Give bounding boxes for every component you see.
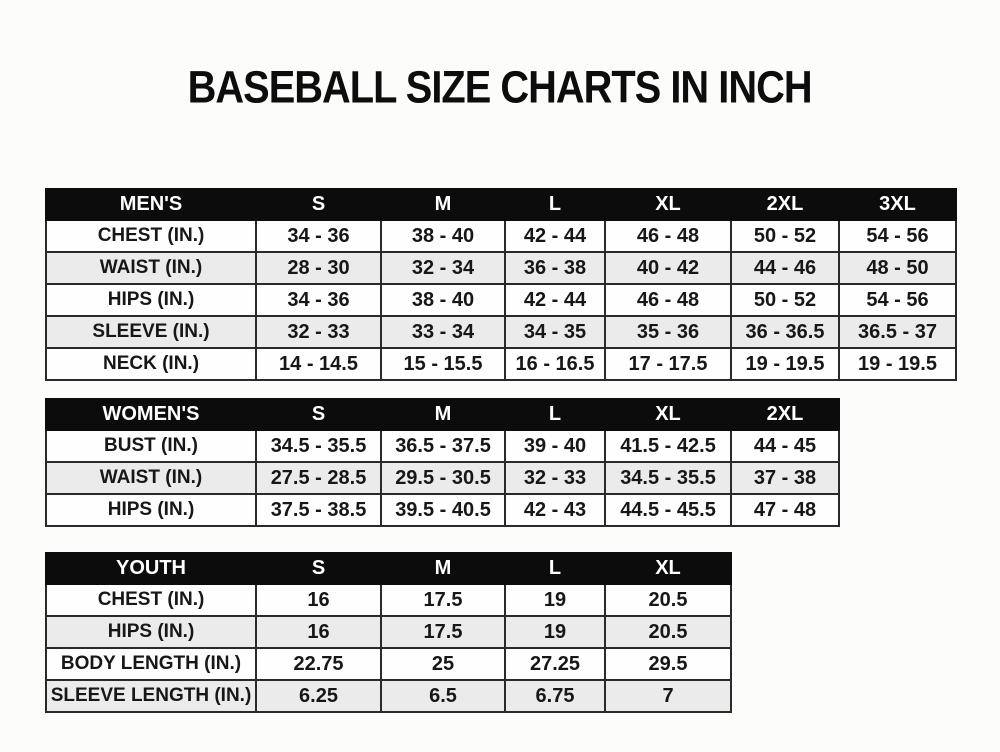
measurement-value-cell: 50 - 52 bbox=[731, 284, 839, 316]
table-row bbox=[46, 284, 956, 316]
measurement-value-cell: 41.5 - 42.5 bbox=[605, 430, 731, 462]
measurement-value-cell: 29.5 - 30.5 bbox=[381, 462, 505, 494]
measurement-value-cell: 42 - 44 bbox=[505, 284, 605, 316]
page-title-text: BASEBALL SIZE CHARTS IN INCH bbox=[188, 61, 812, 113]
measurement-value-cell: 22.75 bbox=[256, 648, 381, 680]
womens-size-table bbox=[45, 398, 840, 527]
measurement-value-cell: 44.5 - 45.5 bbox=[605, 494, 731, 526]
measurement-value-cell: 6.25 bbox=[256, 680, 381, 712]
measurement-value-cell: 25 bbox=[381, 648, 505, 680]
size-header-cell: L bbox=[505, 553, 605, 584]
measurement-label-cell: SLEEVE LENGTH (IN.) bbox=[46, 680, 256, 712]
measurement-value-cell: 54 - 56 bbox=[839, 284, 956, 316]
measurement-value-cell: 33 - 34 bbox=[381, 316, 505, 348]
measurement-value-cell: 34 - 36 bbox=[256, 220, 381, 252]
size-header-cell: 2XL bbox=[731, 189, 839, 220]
measurement-value-cell: 27.25 bbox=[505, 648, 605, 680]
measurement-label-cell: HIPS (IN.) bbox=[46, 284, 256, 316]
measurement-value-cell: 38 - 40 bbox=[381, 284, 505, 316]
size-header-cell: S bbox=[256, 399, 381, 430]
size-header-cell: XL bbox=[605, 189, 731, 220]
measurement-value-cell: 19 - 19.5 bbox=[731, 348, 839, 380]
measurement-label-cell: HIPS (IN.) bbox=[46, 494, 256, 526]
table-row bbox=[46, 616, 731, 648]
measurement-value-cell: 38 - 40 bbox=[381, 220, 505, 252]
table-row bbox=[46, 220, 956, 252]
measurement-value-cell: 19 - 19.5 bbox=[839, 348, 956, 380]
table-title-cell: WOMEN'S bbox=[46, 399, 256, 430]
measurement-value-cell: 32 - 33 bbox=[256, 316, 381, 348]
measurement-value-cell: 19 bbox=[505, 616, 605, 648]
measurement-label-cell: CHEST (IN.) bbox=[46, 584, 256, 616]
measurement-label-cell: HIPS (IN.) bbox=[46, 616, 256, 648]
measurement-value-cell: 20.5 bbox=[605, 584, 731, 616]
size-header-cell: L bbox=[505, 399, 605, 430]
measurement-value-cell: 44 - 45 bbox=[731, 430, 839, 462]
table-row bbox=[46, 252, 956, 284]
measurement-value-cell: 42 - 43 bbox=[505, 494, 605, 526]
measurement-label-cell: WAIST (IN.) bbox=[46, 252, 256, 284]
measurement-value-cell: 34 - 35 bbox=[505, 316, 605, 348]
header-row bbox=[46, 553, 731, 584]
measurement-label-cell: CHEST (IN.) bbox=[46, 220, 256, 252]
header-row bbox=[46, 189, 956, 220]
measurement-value-cell: 14 - 14.5 bbox=[256, 348, 381, 380]
measurement-value-cell: 6.5 bbox=[381, 680, 505, 712]
measurement-value-cell: 17 - 17.5 bbox=[605, 348, 731, 380]
table-row bbox=[46, 348, 956, 380]
youth-size-table bbox=[45, 552, 732, 713]
measurement-value-cell: 36 - 38 bbox=[505, 252, 605, 284]
header-row bbox=[46, 399, 839, 430]
measurement-value-cell: 54 - 56 bbox=[839, 220, 956, 252]
measurement-value-cell: 6.75 bbox=[505, 680, 605, 712]
measurement-value-cell: 47 - 48 bbox=[731, 494, 839, 526]
measurement-value-cell: 36 - 36.5 bbox=[731, 316, 839, 348]
page-title bbox=[0, 61, 1000, 113]
measurement-value-cell: 16 bbox=[256, 616, 381, 648]
table-row bbox=[46, 430, 839, 462]
measurement-value-cell: 39 - 40 bbox=[505, 430, 605, 462]
measurement-value-cell: 7 bbox=[605, 680, 731, 712]
measurement-value-cell: 32 - 33 bbox=[505, 462, 605, 494]
measurement-value-cell: 16 - 16.5 bbox=[505, 348, 605, 380]
measurement-value-cell: 35 - 36 bbox=[605, 316, 731, 348]
table-row bbox=[46, 680, 731, 712]
measurement-value-cell: 44 - 46 bbox=[731, 252, 839, 284]
measurement-value-cell: 17.5 bbox=[381, 616, 505, 648]
measurement-value-cell: 16 bbox=[256, 584, 381, 616]
size-header-cell: L bbox=[505, 189, 605, 220]
measurement-value-cell: 36.5 - 37 bbox=[839, 316, 956, 348]
table-title-cell: MEN'S bbox=[46, 189, 256, 220]
table-title-cell: YOUTH bbox=[46, 553, 256, 584]
measurement-value-cell: 50 - 52 bbox=[731, 220, 839, 252]
measurement-label-cell: WAIST (IN.) bbox=[46, 462, 256, 494]
measurement-value-cell: 28 - 30 bbox=[256, 252, 381, 284]
size-header-cell: M bbox=[381, 189, 505, 220]
table-row bbox=[46, 316, 956, 348]
measurement-label-cell: BUST (IN.) bbox=[46, 430, 256, 462]
size-header-cell: XL bbox=[605, 399, 731, 430]
measurement-label-cell: SLEEVE (IN.) bbox=[46, 316, 256, 348]
measurement-value-cell: 29.5 bbox=[605, 648, 731, 680]
measurement-value-cell: 19 bbox=[505, 584, 605, 616]
measurement-value-cell: 39.5 - 40.5 bbox=[381, 494, 505, 526]
mens-size-table bbox=[45, 188, 957, 381]
size-header-cell: M bbox=[381, 553, 505, 584]
measurement-value-cell: 37 - 38 bbox=[731, 462, 839, 494]
size-header-cell: S bbox=[256, 553, 381, 584]
size-header-cell: S bbox=[256, 189, 381, 220]
size-header-cell: 2XL bbox=[731, 399, 839, 430]
measurement-value-cell: 20.5 bbox=[605, 616, 731, 648]
measurement-value-cell: 46 - 48 bbox=[605, 220, 731, 252]
measurement-value-cell: 46 - 48 bbox=[605, 284, 731, 316]
table-row bbox=[46, 462, 839, 494]
size-header-cell: 3XL bbox=[839, 189, 956, 220]
measurement-label-cell: NECK (IN.) bbox=[46, 348, 256, 380]
table-row bbox=[46, 648, 731, 680]
measurement-label-cell: BODY LENGTH (IN.) bbox=[46, 648, 256, 680]
measurement-value-cell: 32 - 34 bbox=[381, 252, 505, 284]
measurement-value-cell: 42 - 44 bbox=[505, 220, 605, 252]
measurement-value-cell: 34.5 - 35.5 bbox=[605, 462, 731, 494]
measurement-value-cell: 34.5 - 35.5 bbox=[256, 430, 381, 462]
table-row bbox=[46, 494, 839, 526]
measurement-value-cell: 15 - 15.5 bbox=[381, 348, 505, 380]
size-header-cell: XL bbox=[605, 553, 731, 584]
measurement-value-cell: 48 - 50 bbox=[839, 252, 956, 284]
measurement-value-cell: 40 - 42 bbox=[605, 252, 731, 284]
measurement-value-cell: 17.5 bbox=[381, 584, 505, 616]
measurement-value-cell: 36.5 - 37.5 bbox=[381, 430, 505, 462]
size-header-cell: M bbox=[381, 399, 505, 430]
measurement-value-cell: 37.5 - 38.5 bbox=[256, 494, 381, 526]
measurement-value-cell: 27.5 - 28.5 bbox=[256, 462, 381, 494]
table-row bbox=[46, 584, 731, 616]
measurement-value-cell: 34 - 36 bbox=[256, 284, 381, 316]
